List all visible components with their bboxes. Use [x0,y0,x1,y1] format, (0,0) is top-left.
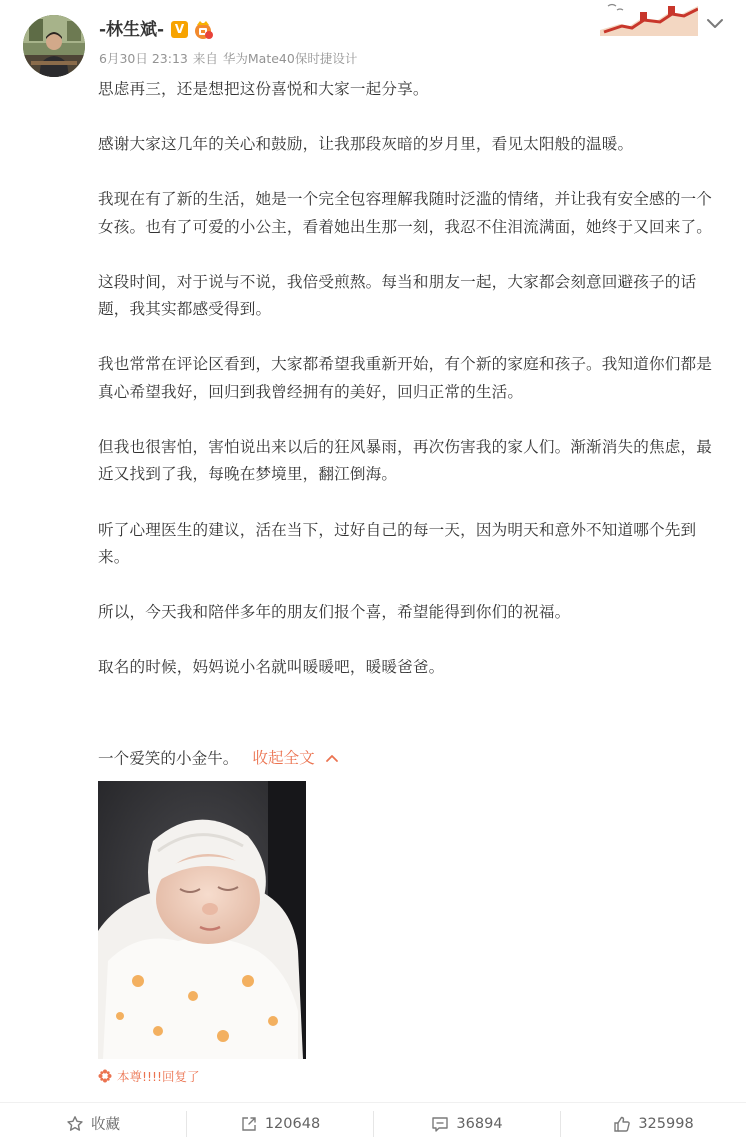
post-paragraph: 我现在有了新的生活，她是一个完全包容理解我随时泛滥的情绪，并让我有安全感的一个女孩。也有了可爱的小公主，看着她出生那一刻，我忍不住泪流满面，她终于又回来了。 [98,190,713,236]
repost-button[interactable] [187,1103,373,1143]
post-body [98,76,718,709]
post-paragraph: 感谢大家这几年的关心和鼓励，让我那段灰暗的岁月里，看见太阳般的温暖。 [98,135,634,154]
star-icon [66,1115,84,1133]
post-paragraph: 我也常常在评论区看到，大家都希望我重新开始，有个新的家庭和孩子。我知道你们都是真心希望我好，回归到我曾经拥有的美好，回归正常的生活。 [98,355,713,401]
author-reply-notice[interactable] [98,1068,200,1086]
action-bar [0,1102,746,1143]
reply-notice-text: 本尊!!!!回复了 [117,1069,200,1084]
source-prefix: 来自 [192,51,218,66]
post-paragraph: 取名的时候，妈妈说小名就叫暖暖吧，暖暖爸爸。 [98,658,445,677]
thumbs-up-icon [613,1115,631,1133]
repost-icon [240,1115,258,1133]
post-last-line-text: 一个爱笑的小金牛。 [98,749,239,768]
favorite-button[interactable] [0,1103,186,1143]
vip-crown-icon [192,19,214,40]
post-date[interactable]: 6月30日 23:13 [99,51,188,66]
comment-count: 36894 [456,1115,503,1132]
like-button[interactable] [561,1103,746,1143]
comment-button[interactable] [374,1103,560,1143]
post-last-line [98,745,339,773]
baby-photo[interactable] [98,781,306,1059]
post-paragraph: 这段时间，对于说与不说，我倍受煎熬。每当和朋友一起，大家都会刻意回避孩子的话题，我其实都感受得到。 [98,272,697,319]
verified-badge-icon: V [171,21,188,38]
great-wall-decoration [600,0,698,36]
author-name[interactable]: -林生斌- [99,20,165,40]
post-paragraph: 但我也很害怕，害怕说出来以后的狂风暴雨，再次伤害我的家人们。渐渐消失的焦虑，最近又找到了我，每晚在梦境里，翻江倒海。 [98,437,713,484]
post-paragraph: 思虑再三，还是想把这份喜悦和大家一起分享。 [98,80,429,98]
favorite-label: 收藏 [91,1117,120,1133]
collapse-fulltext-link[interactable]: 收起全文 [252,749,315,768]
repost-count: 120648 [264,1115,321,1132]
post-header [0,0,746,80]
chevron-up-icon[interactable] [325,745,339,773]
flower-icon [98,1069,112,1083]
post-paragraph: 听了心理医生的建议，活在当下，过好自己的每一天，因为明天和意外不知道哪个先到来。 [98,520,697,567]
post-meta [99,51,362,67]
post-paragraph: 所以，今天我和陪伴多年的朋友们报个喜，希望能得到你们的祝福。 [98,603,571,622]
chevron-down-icon[interactable] [703,11,727,35]
avatar[interactable] [23,15,85,77]
like-count: 325998 [638,1115,694,1132]
post-source: 华为Mate40保时捷设计 [222,51,358,66]
comment-icon [431,1115,449,1133]
